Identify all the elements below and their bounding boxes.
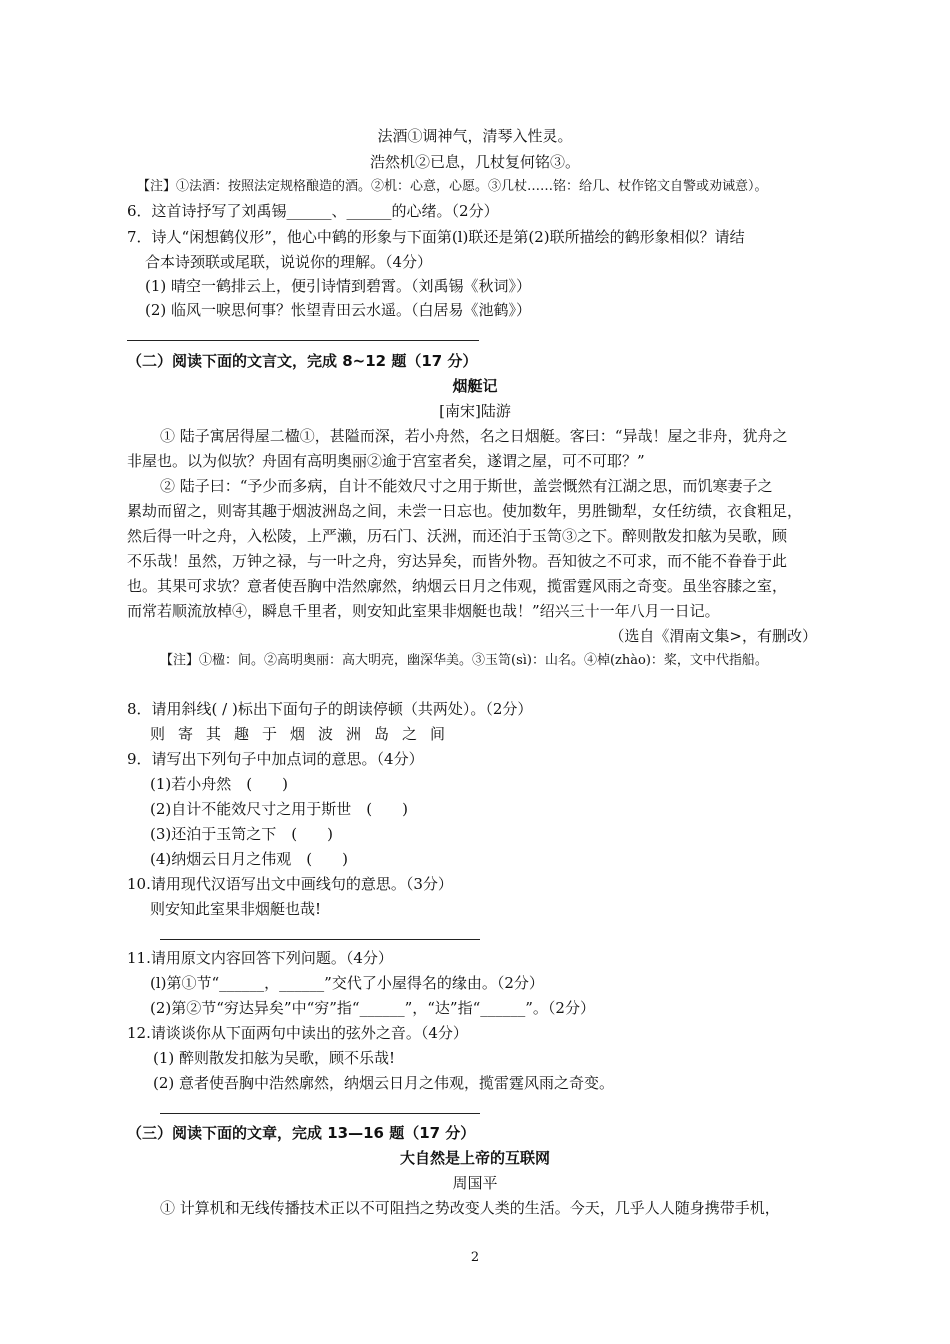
separator-rule-2 [160, 1113, 480, 1114]
separator-rule [127, 340, 479, 341]
passage-note: 【注】①楹：间。②高明奥丽：高大明亮，幽深华美。③玉笥(sì)：山名。④棹(zhào)：桨，文中代指船。 [160, 653, 768, 668]
passage-p1-line-1: ① 陆子寓居得屋二楹①，甚隘而深，若小舟然，名之日烟艇。客曰：“异哉！屋之非舟，犹舟之 [160, 427, 788, 445]
question-12-sentence-1: (1) 醉则散发扣舷为吴歌，顾不乐哉! [153, 1049, 396, 1067]
question-9-item-3: (3)还泊于玉笥之下 ( ) [150, 825, 333, 843]
question-7-option-1: (1) 晴空一鹤排云上，便引诗情到碧霄。（刘禹锡《秋词》） [145, 277, 532, 295]
section-3-title: 大自然是上帝的互联网 [399, 1149, 550, 1167]
question-9-item-1: (1)若小舟然 ( ) [150, 775, 288, 793]
section-2-title: 烟艇记 [452, 377, 498, 395]
question-9-item-2: (2)自计不能效尺寸之用于斯世 ( ) [150, 800, 408, 818]
passage-p2-line-3: 然后得一叶之舟，入松陵，上严濑，历石门、沃洲，而还泊于玉笥③之下。醉则散发扣舷为吴歌，顾 [127, 527, 788, 545]
poem-line-1: 法酒①调神气，清琴入性灵。 [377, 127, 573, 145]
section-3-heading: （三）阅读下面的文章，完成 13—16 题（17 分） [127, 1124, 476, 1142]
passage-p2-line-6: 而常若顺流放棹④，瞬息千里者，则安知此室果非烟艇也哉！”绍兴三十一年八月一日记。 [127, 602, 720, 620]
question-7-line-1: 7．诗人“闲想鹤仪形”，他心中鹤的形象与下面第(l)联还是第(2)联所描绘的鹤形象相似？请结 [127, 228, 745, 246]
section-3-author: 周国平 [452, 1174, 498, 1192]
question-9-item-4: (4)纳烟云日月之伟观 ( ) [150, 850, 348, 868]
question-10-sentence: 则安知此室果非烟艇也哉! [150, 900, 322, 918]
question-8: 8．请用斜线( / )标出下面句子的朗读停顿（共两处）。（2分） [127, 700, 533, 718]
question-10: 10.请用现代汉语写出文中画线句的意思。（3分） [127, 875, 453, 893]
section-2-heading: （二）阅读下面的文言文，完成 8~12 题（17 分） [127, 352, 478, 370]
question-12-sentence-2: (2) 意者使吾胸中浩然廓然，纳烟云日月之伟观，揽雷霆风雨之奇变。 [153, 1074, 615, 1092]
question-11: 11.请用原文内容回答下列问题。（4分） [127, 949, 393, 967]
question-7-line-2: 合本诗颈联或尾联，说说你的理解。（4分） [145, 253, 433, 271]
passage-p2-line-1: ② 陆子曰：“予少而多病，自计不能效尺寸之用于斯世，盖尝慨然有江湖之思，而饥寒妻子之 [160, 477, 773, 495]
poem-line-2: 浩然机②已息，几杖复何铭③。 [369, 153, 580, 171]
question-11-part-2: (2)第②节“穷达异矣”中“穷”指“______”，“达”指“______”。（2分） [150, 999, 595, 1017]
passage-p2-line-4: 不乐哉！虽然，万钟之禄，与一叶之舟，穷达异矣，而皆外物。吾知彼之不可求，而不能不眷眷于此 [127, 552, 788, 570]
passage-p1-line-2: 非屋也。以为似欤？舟固有高明奥丽②逾于宫室者矣，遂谓之屋，可不可耶？” [127, 452, 645, 470]
question-7-option-2: (2) 临风一唳思何事？怅望青田云水遥。（白居易《池鹤》） [145, 301, 532, 319]
question-11-part-1: (l)第①节“______，______”交代了小屋得名的缘由。（2分） [150, 974, 544, 992]
passage-p2-line-2: 累劫而留之，则寄其趣于烟波洲岛之间，未尝一日忘也。使加数年，男胜锄犁，女任纺绩，衣食粗足， [127, 502, 803, 520]
answer-line-q10 [160, 939, 480, 940]
question-6: 6．这首诗抒写了刘禹锡______、______的心绪。（2分） [127, 202, 499, 220]
question-12: 12.请谈谈你从下面两句中读出的弦外之音。（4分） [127, 1024, 468, 1042]
section-3-p1: ① 计算机和无线传播技术正以不可阻挡之势改变人类的生活。今天，几乎人人随身携带手机， [160, 1199, 780, 1217]
poem-note: 【注】①法酒：按照法定规格酿造的酒。②机：心意，心愿。③几杖……铭：给几、杖作铭文自警或劝诫意）。 [137, 179, 768, 194]
section-2-author: [南宋]陆游 [439, 402, 511, 420]
page-number: 2 [470, 1250, 480, 1265]
question-9: 9．请写出下列句子中加点词的意思。（4分） [127, 750, 424, 768]
question-8-sentence: 则寄其趣于烟波洲岛之间 [150, 725, 459, 743]
passage-p2-line-5: 也。其果可求欤？意者使吾胸中浩然廓然，纳烟云日月之伟观，揽雷霆风雨之奇变。虽坐容膝之室， [127, 577, 788, 595]
passage-source: （选自《渭南文集>，有删改） [609, 627, 817, 645]
